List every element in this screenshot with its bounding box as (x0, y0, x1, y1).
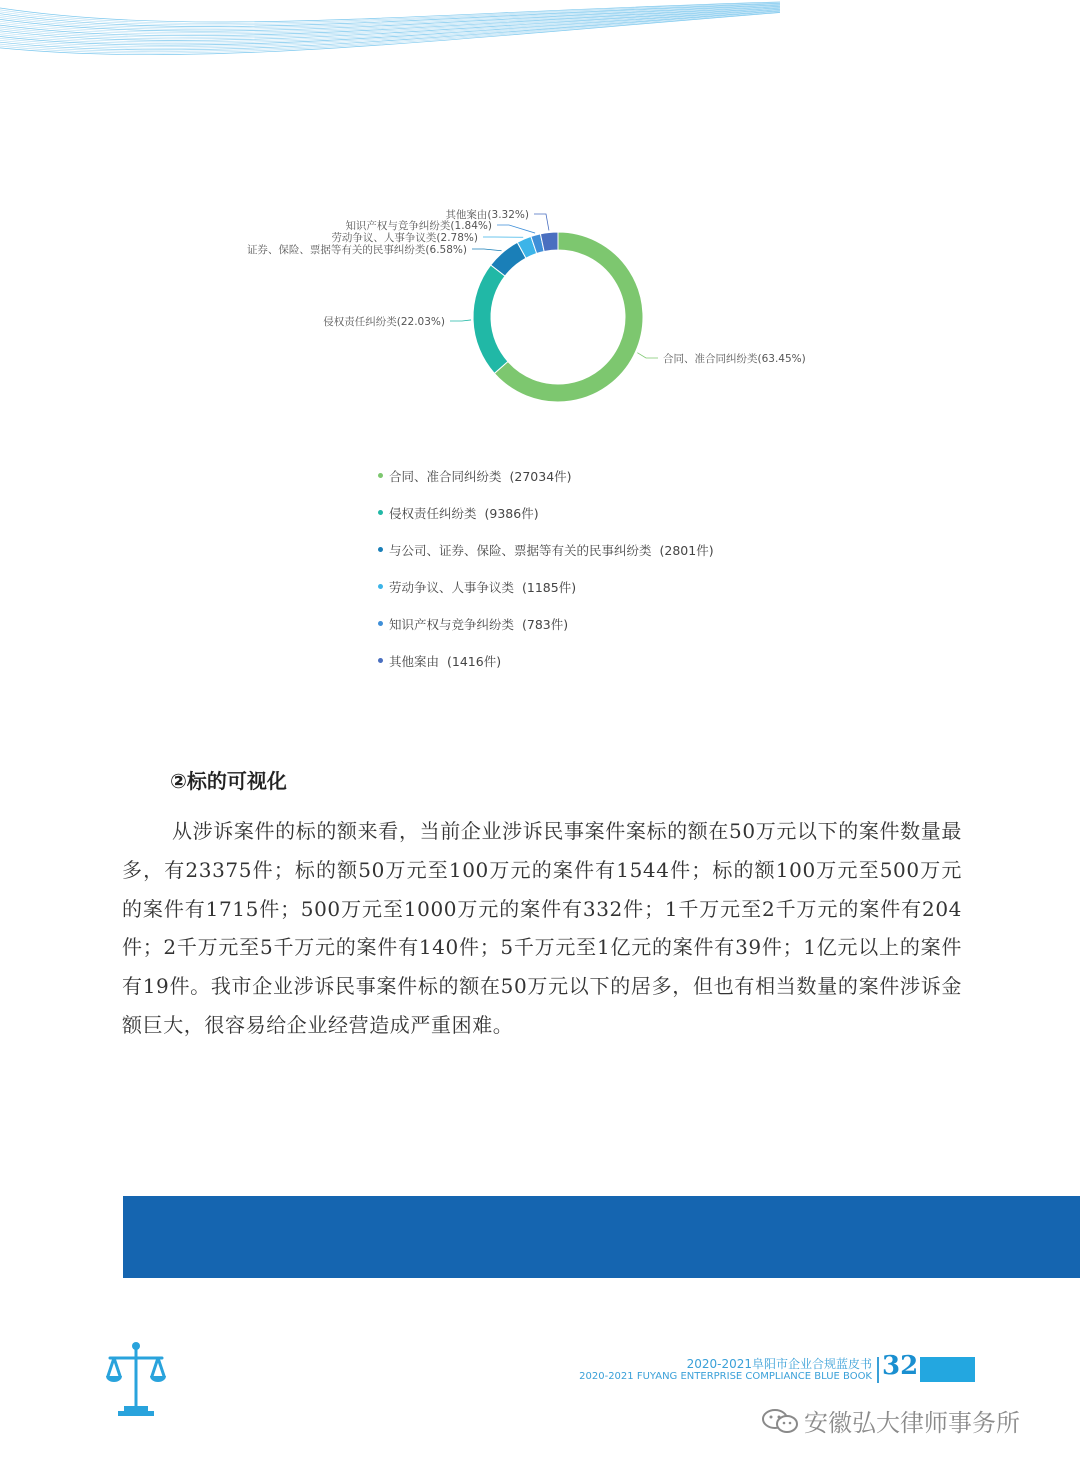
watermark-text: 安徽弘大律师事务所 (804, 1409, 1020, 1437)
wechat-icon (760, 1407, 800, 1435)
legend-item (378, 467, 714, 504)
legend-item (378, 615, 714, 652)
legend-item (378, 652, 714, 689)
page-number: 32 (882, 1351, 919, 1381)
legend-dot (378, 473, 383, 478)
legend-label: 侵权责任纠纷类 (389, 506, 477, 521)
footer-title-cn: 2020-2021阜阳市企业合规蓝皮书 (686, 1357, 872, 1371)
wave-line (0, 10, 780, 46)
watermark (760, 1403, 1020, 1438)
legend-count: (2801件) (659, 543, 714, 558)
legend-label: 合同、准合同纠纷类 (389, 469, 502, 484)
legend-dot (378, 658, 383, 663)
legend-label: 其他案由 (389, 654, 440, 669)
legend-count: (1416件) (447, 654, 502, 669)
slice-label: 其他案由(3.32%) (445, 209, 529, 221)
legend-dot (378, 510, 383, 515)
blue-banner (123, 1196, 1080, 1278)
legend-count: (783件) (522, 617, 569, 632)
footer-title-en: 2020-2021 FUYANG ENTERPRISE COMPLIANCE BLUE BOOK (579, 1371, 872, 1382)
slice-label: 证券、保险、票据等有关的民事纠纷类(6.58%) (246, 244, 467, 256)
slice-label: 知识产权与竞争纠纷类(1.84%) (345, 220, 492, 232)
legend-item (378, 541, 714, 578)
body-paragraph: 从涉诉案件的标的额来看，当前企业涉诉民事案件案标的额在50万元以下的案件数量最多，有23375件；标的额50万元至100万元的案件有1544件；标的额100万元至500万元的案件有1715件；500万元至1000万元的案件有332件；1千万元至2千万元的案件有204件；2千万元至5千万元的案件有140件；5千万元至1亿元的案件有39件；1亿元以上的案件有19件。我市企业涉诉民事案件标的额在50万元以下的居多，但也有相当数量的案件涉诉金额巨大，很容易给企业经营造成严重困难。 (122, 819, 962, 1037)
decorative-wave-lines (0, 0, 780, 70)
leader-line (497, 225, 535, 233)
legend-label: 与公司、证券、保险、票据等有关的民事纠纷类 (389, 543, 652, 558)
slice-label: 侵权责任纠纷类(22.03%) (323, 316, 445, 328)
slice-label: 合同、准合同纠纷类(63.45%) (663, 353, 806, 365)
legend-dot (378, 584, 383, 589)
legend-dot (378, 621, 383, 626)
slice-label: 劳动争议、人事争议类(2.78%) (331, 232, 478, 244)
legend-count: (9386件) (484, 506, 539, 521)
chart-legend (378, 467, 714, 689)
donut-slice (473, 265, 508, 373)
donut-chart (220, 190, 860, 420)
legend-label: 劳动争议、人事争议类 (389, 580, 515, 595)
footer-divider (877, 1357, 879, 1383)
donut-slice (540, 232, 558, 251)
section-title: ②标的可视化 (170, 769, 287, 793)
legend-count: (27034件) (509, 469, 572, 484)
legend-dot (378, 547, 383, 552)
legend-item (378, 578, 714, 615)
page-tab (920, 1357, 975, 1382)
leader-line (472, 249, 502, 251)
scales-of-justice-icon (104, 1340, 168, 1416)
leader-line (534, 214, 549, 230)
leader-line (450, 320, 471, 321)
legend-label: 知识产权与竞争纠纷类 (389, 617, 515, 632)
legend-item (378, 504, 714, 541)
legend-count: (1185件) (522, 580, 577, 595)
leader-line (637, 353, 658, 358)
